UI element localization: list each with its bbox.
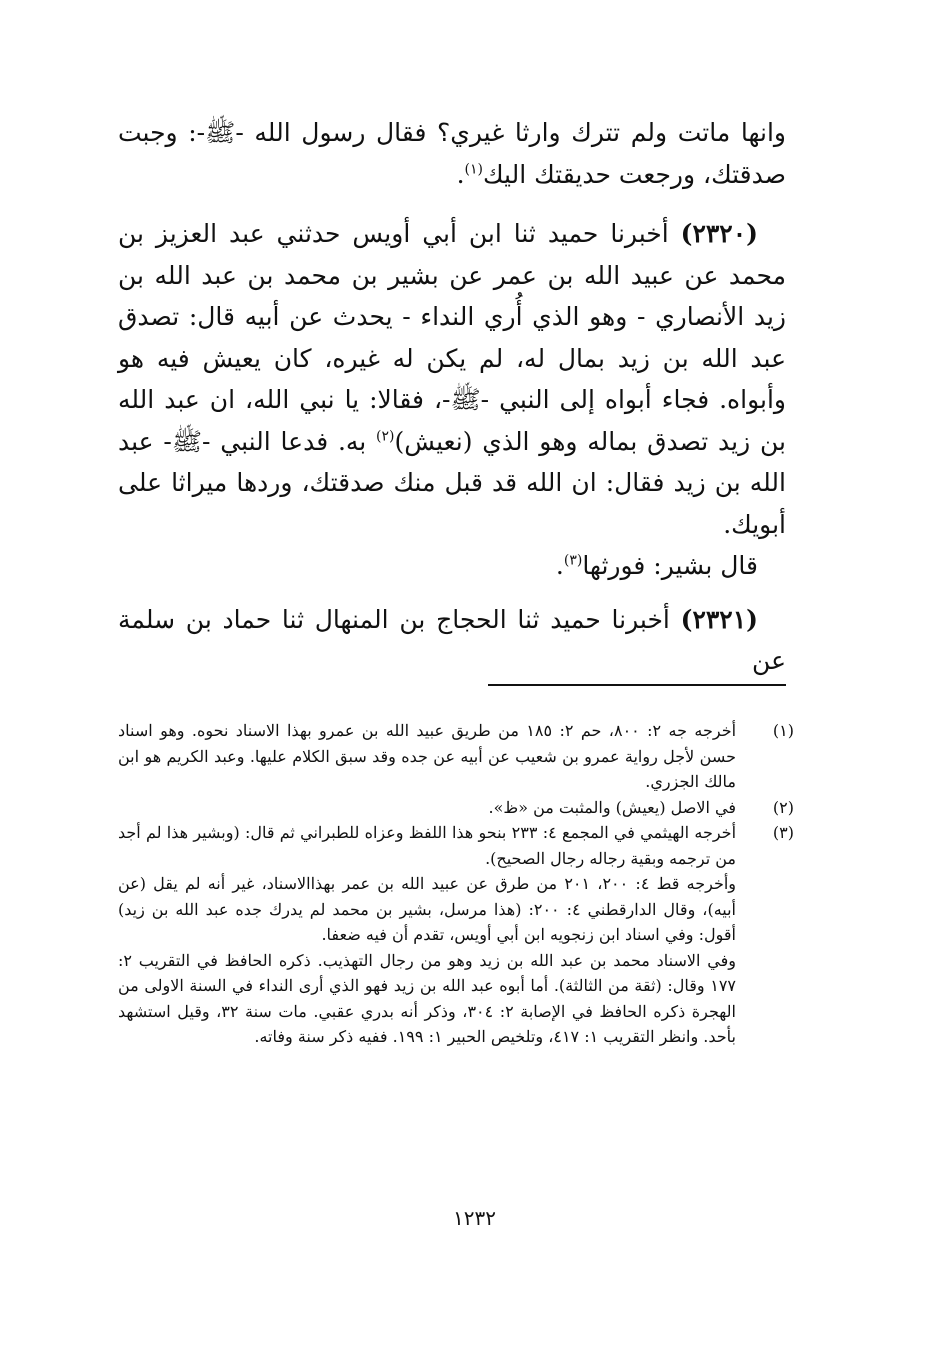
paragraph-text: وانها ماتت ولم تترك وارثا غيري؟ فقال رسول الله -ﷺ-: وجبت صدقتك، ورجعت حديقتك اليك xyxy=(118,118,786,189)
hadith-number: (٢٣٢٠) xyxy=(680,219,758,248)
hadith-number: (٢٣٢١) xyxy=(680,604,758,634)
footnote-1 xyxy=(118,718,794,795)
paragraph-continuation xyxy=(118,112,786,195)
hadith-2321 xyxy=(118,599,786,682)
footnote-text: أخرجه الهيثمي في المجمع ٤: ٢٣٣ بنحو هذا اللفظ وعزاه للطبراني ثم قال: (وبشير هذا لم أجد من ترجمه وبقية رجاله رجال الصحيح). xyxy=(118,823,737,868)
bashir-text: قال بشير: فورثها xyxy=(582,551,758,580)
page-number: ١٢٣٢ xyxy=(453,1206,496,1230)
footnote-ref: (١) xyxy=(464,161,483,178)
bashir-statement xyxy=(118,545,786,587)
footnote-body xyxy=(118,795,736,821)
hadith-2320 xyxy=(118,213,786,545)
paragraph-end: . xyxy=(456,159,465,189)
hadith-text: أخبرنا حميد ثنا الحجاج بن المنهال ثنا حماد بن سلمة عن xyxy=(118,604,786,675)
footnote-text: وفي الاسناد محمد بن عبد الله بن زيد وهو من رجال التهذيب. ذكره الحافظ في التقريب ٢: ١٧٧ وقال: (ثقة من الثالثة). أما أبوه عبد الله بن زيد فهو الذي أرى النداء في السنة الاولى من الهجرة ذكره الحافظ في الإصابة ٢: ٣٠٤، وذكر أنه بدري عقبي. مات سنة ٣٢، وقيل استشهد بأحد. وانظر التقريب ١: ٤١٧، وتلخيص الحبير ١: ١٩٩. ففيه ذكر سنة وفاته. xyxy=(118,950,736,1046)
hadith-text: أخبرنا حميد ثنا ابن أبي أويس حدثني عبد العزيز بن محمد عن عبيد الله بن عمر عن بشير بن محمد بن عبد الله بن زيد الأنصاري - وهو الذي أُري النداء - يحدث عن أبيه قال: تصدق عبد الله بن زيد بمال له، لم يكن له غيره، كان يعيش فيه هو وأبواه. فجاء أبواه إلى النبي -ﷺ-، فقالا: يا نبي الله، ان عبد الله بن زيد تصدق بماله وهو الذي (نعيش) xyxy=(118,219,786,456)
footnote-2 xyxy=(118,795,794,821)
footnote-number: (٣) xyxy=(772,823,794,842)
bashir-end: . xyxy=(555,551,564,580)
footnote-3 xyxy=(118,820,794,1050)
footnote-text: أخرجه جه ٢: ٨٠٠، حم ٢: ١٨٥ من طريق عبيد الله بن عمرو بهذا الاسناد نحوه. وهو اسناد حسن لأجل رواية عمرو بن شعيب عن أبيه عن جده وقد سبق الكلام عليها. وعبد الكريم هو ابن مالك الجزري. xyxy=(118,721,737,791)
footnote-body xyxy=(118,820,736,1050)
footnote-ref: (٢) xyxy=(376,428,395,445)
footnote-ref: (٣) xyxy=(563,552,583,569)
footnote-number: (٢) xyxy=(772,797,794,817)
footnote-text: وأخرجه قط ٤: ٢٠٠، ٢٠١ من طرق عن عبيد الله بن عمر بهذاالاسناد، غير أنه لم يقل (عن أبيه)، وقال الدارقطني ٤: ٢٠٠: (هذا مرسل، بشير بن محمد لم يدرك جده عبد الله بن زيد) أقول: وفي اسناد ابن زنجويه ابن أبي أويس، تقدم أن فيه ضعفا. xyxy=(118,874,737,944)
footnote-body xyxy=(118,718,736,795)
main-text xyxy=(118,112,786,682)
footnote-text: في الاصل (يعيش) والمثبت من «ظ». xyxy=(488,797,736,817)
footnote-number: (١) xyxy=(772,721,794,740)
footnote-separator xyxy=(488,684,786,686)
footnotes xyxy=(118,718,794,1050)
hadith-text-continued: به. فدعا النبي -ﷺ- عبد الله بن زيد فقال: ان الله قد قبل منك صدقتك، وردها ميراثا على أبويك. xyxy=(118,426,786,539)
